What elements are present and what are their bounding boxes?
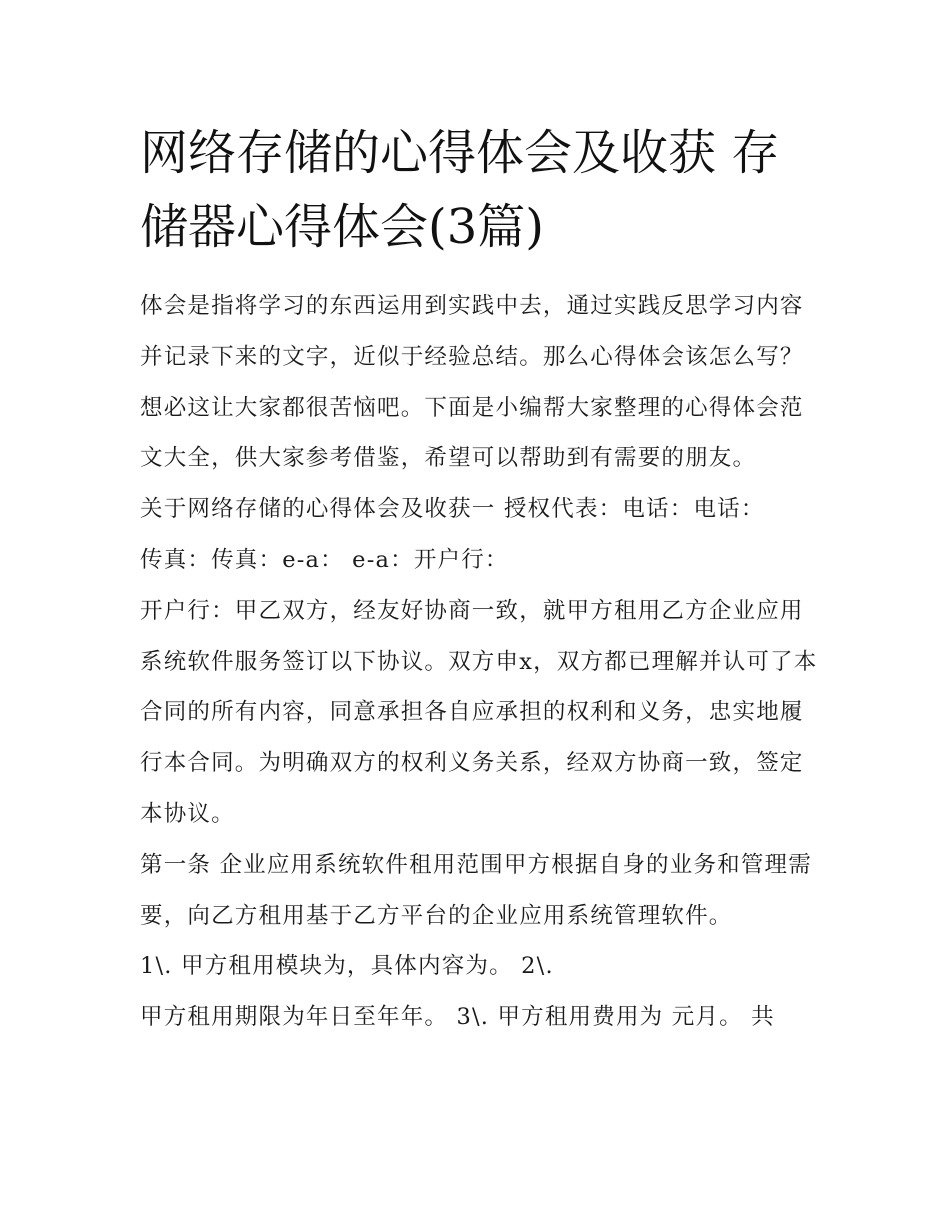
document-body	[140, 281, 820, 1043]
intro-paragraph: 体会是指将学习的东西运用到实践中去，通过实践反思学习内容并记录下来的文字，近似于经验总结。那么心得体会该怎么写？想必这让大家都很苦恼吧。下面是小编帮大家整理的心得体会范文大全，供大家参考借鉴，希望可以帮助到有需要的朋友。	[140, 293, 804, 472]
article-one-paragraph: 第一条 企业应用系统软件租用范围甲方根据自身的业务和管理需要，向乙方租用基于乙方平台的企业应用系统管理软件。	[140, 851, 812, 929]
item-one-line: 1\. 甲方租用模块为，具体内容为。 2\.	[140, 953, 554, 980]
agreement-paragraph: 开户行：甲乙双方，经友好协商一致，就甲方租用乙方企业应用系统软件服务签订以下协议。双方申x，双方都已理解并认可了本合同的所有内容，同意承担各自应承担的权利和义务，忠实地履行本合同。为明确双方的权利义务关系，经双方协商一致，签定本协议。	[140, 597, 818, 827]
document-title: 网络存储的心得体会及收获 存储器心得体会(3篇)	[140, 125, 780, 255]
contract-heading-line: 关于网络存储的心得体会及收获一 授权代表：电话：电话：	[140, 496, 765, 523]
contact-line: 传真：传真：e-a： e-a：开户行：	[140, 546, 509, 573]
item-three-line: 甲方租用期限为年日至年年。 3\. 甲方租用费用为 元月。 共	[140, 1004, 775, 1031]
